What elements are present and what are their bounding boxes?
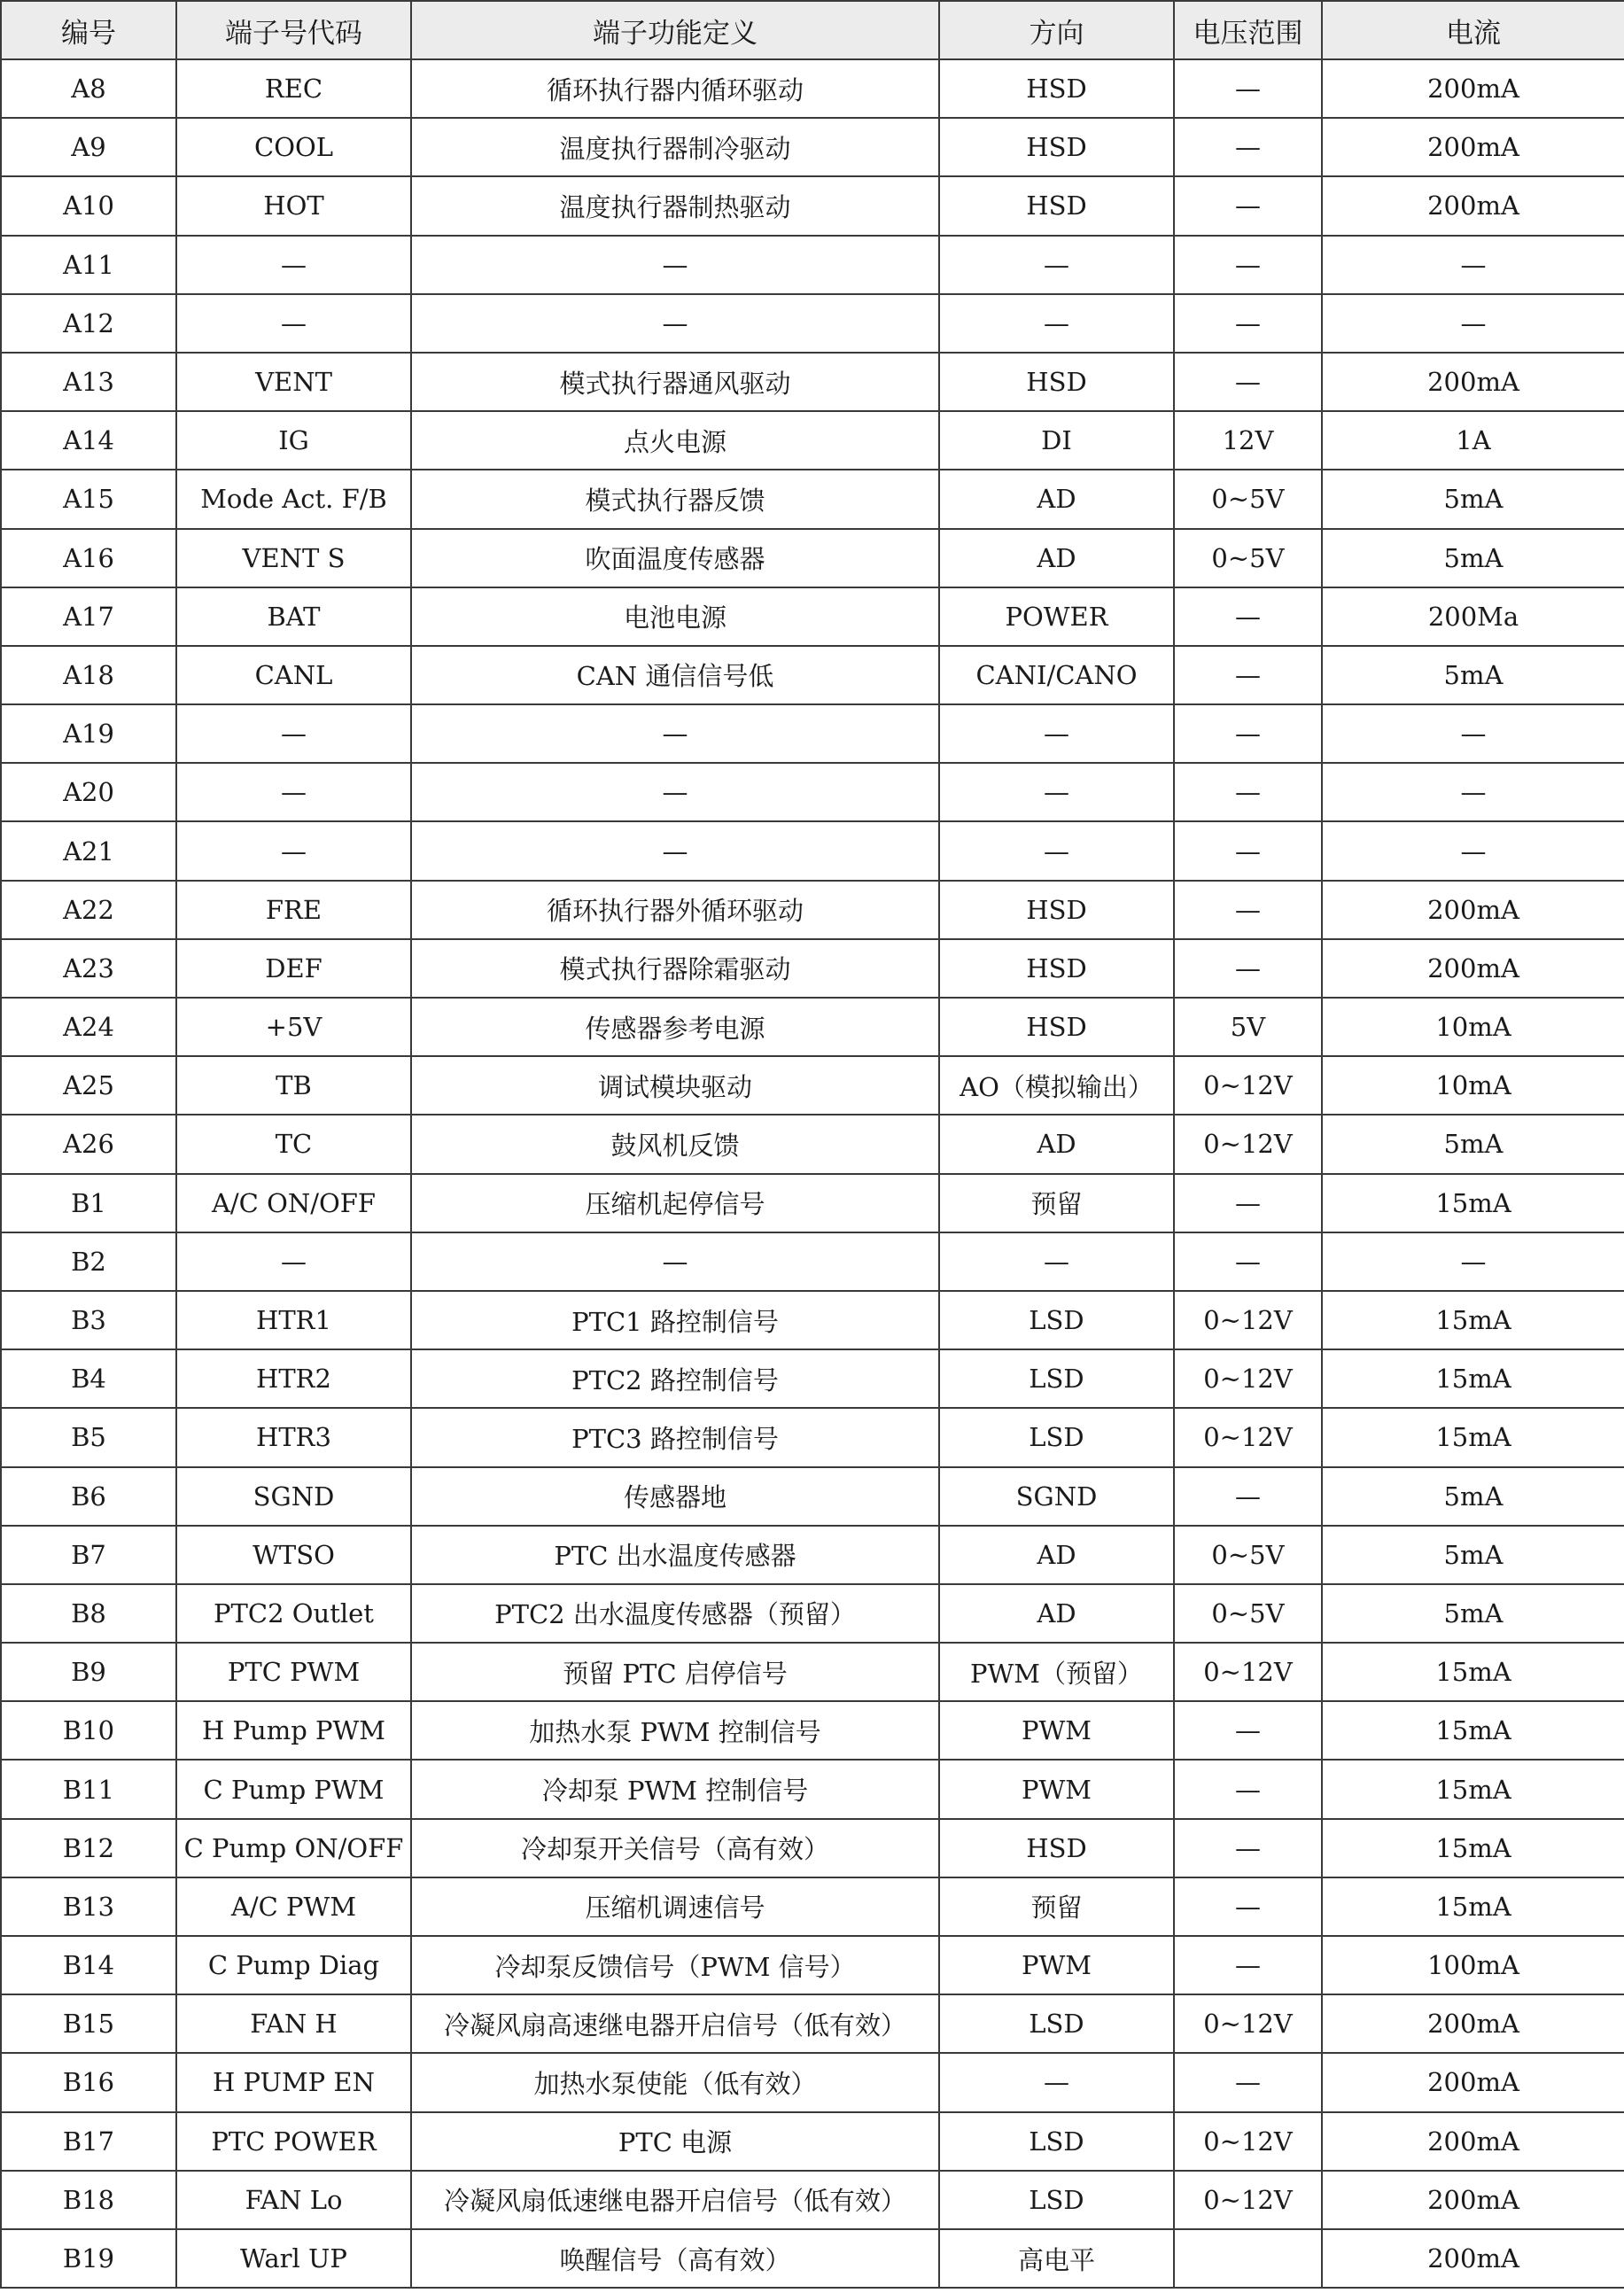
table-row [1,881,1624,939]
cell-direction: SGND [939,1467,1174,1526]
table-row [1,1877,1624,1936]
table-row [1,1584,1624,1643]
table-row [1,1643,1624,1701]
cell-function-definition: 循环执行器内循环驱动 [411,59,939,118]
cell-direction: AD [939,1115,1174,1173]
cell-function-definition: 加热水泵 PWM 控制信号 [411,1701,939,1760]
cell-current: — [1322,763,1624,821]
cell-voltage-range: 0~12V [1174,2112,1322,2171]
table-row [1,529,1624,587]
cell-current: 200mA [1322,59,1624,118]
cell-function-definition: — [411,294,939,353]
cell-terminal-code: REC [176,59,411,118]
table-row [1,821,1624,880]
cell-function-definition: 冷凝风扇高速继电器开启信号（低有效） [411,1994,939,2053]
cell-current: 1A [1322,411,1624,470]
cell-voltage-range: — [1174,1174,1322,1232]
cell-current: 15mA [1322,1760,1624,1818]
cell-number: B7 [1,1526,176,1584]
cell-number: B14 [1,1936,176,1994]
table-row [1,1232,1624,1291]
cell-number: A24 [1,998,176,1056]
cell-direction: HSD [939,998,1174,1056]
cell-terminal-code: FAN Lo [176,2171,411,2229]
cell-terminal-code: DEF [176,939,411,998]
cell-voltage-range: 0~5V [1174,470,1322,528]
cell-direction: HSD [939,881,1174,939]
cell-current: 10mA [1322,1056,1624,1115]
cell-terminal-code: — [176,294,411,353]
cell-function-definition: PTC1 路控制信号 [411,1291,939,1349]
cell-current: 15mA [1322,1349,1624,1408]
cell-direction: AD [939,1526,1174,1584]
cell-direction: PWM（预留） [939,1643,1174,1701]
cell-terminal-code: HOT [176,176,411,235]
cell-voltage-range [1174,2229,1322,2288]
table-row [1,294,1624,353]
header-function-definition: 端子功能定义 [411,1,939,59]
cell-voltage-range: 5V [1174,998,1322,1056]
table-row [1,1349,1624,1408]
cell-number: B5 [1,1408,176,1466]
cell-function-definition: — [411,1232,939,1291]
cell-current: 200mA [1322,176,1624,235]
header-current: 电流 [1322,1,1624,59]
cell-number: A25 [1,1056,176,1115]
table-row [1,763,1624,821]
cell-voltage-range: 0~12V [1174,1643,1322,1701]
cell-voltage-range: — [1174,587,1322,646]
cell-number: B19 [1,2229,176,2288]
table-row [1,1819,1624,1877]
cell-number: A13 [1,353,176,411]
cell-current: 15mA [1322,1291,1624,1349]
cell-current: 5mA [1322,470,1624,528]
table-row [1,353,1624,411]
cell-direction: HSD [939,59,1174,118]
header-number: 编号 [1,1,176,59]
cell-terminal-code: VENT S [176,529,411,587]
cell-terminal-code: TB [176,1056,411,1115]
cell-direction: POWER [939,587,1174,646]
cell-function-definition: 模式执行器除霜驱动 [411,939,939,998]
cell-terminal-code: PTC POWER [176,2112,411,2171]
cell-function-definition: 唤醒信号（高有效） [411,2229,939,2288]
cell-voltage-range: — [1174,118,1322,176]
cell-current: 15mA [1322,1701,1624,1760]
cell-voltage-range: — [1174,176,1322,235]
cell-voltage-range: 0~5V [1174,1584,1322,1643]
table-row [1,176,1624,235]
cell-direction: DI [939,411,1174,470]
cell-current: 200Ma [1322,587,1624,646]
cell-current: 15mA [1322,1408,1624,1466]
cell-function-definition: — [411,821,939,880]
cell-voltage-range: — [1174,1467,1322,1526]
cell-voltage-range: — [1174,646,1322,704]
cell-direction: — [939,763,1174,821]
cell-number: B1 [1,1174,176,1232]
cell-current: 5mA [1322,1584,1624,1643]
cell-direction: PWM [939,1936,1174,1994]
cell-number: B4 [1,1349,176,1408]
cell-number: A16 [1,529,176,587]
cell-current: 5mA [1322,1526,1624,1584]
cell-terminal-code: PTC2 Outlet [176,1584,411,1643]
cell-number: B17 [1,2112,176,2171]
cell-voltage-range: — [1174,1760,1322,1818]
cell-voltage-range: — [1174,939,1322,998]
table-row [1,2112,1624,2171]
cell-function-definition: — [411,704,939,763]
cell-number: B12 [1,1819,176,1877]
table-row [1,998,1624,1056]
cell-direction: LSD [939,1349,1174,1408]
header-terminal-code: 端子号代码 [176,1,411,59]
cell-direction: HSD [939,118,1174,176]
cell-terminal-code: Warl UP [176,2229,411,2288]
cell-function-definition: 点火电源 [411,411,939,470]
cell-direction: LSD [939,1408,1174,1466]
cell-terminal-code: — [176,1232,411,1291]
cell-direction: AD [939,529,1174,587]
cell-terminal-code: COOL [176,118,411,176]
cell-function-definition: PTC 出水温度传感器 [411,1526,939,1584]
cell-number: B15 [1,1994,176,2053]
cell-current: 200mA [1322,118,1624,176]
cell-function-definition: 压缩机起停信号 [411,1174,939,1232]
table-row [1,236,1624,294]
cell-current: 200mA [1322,939,1624,998]
cell-current: 15mA [1322,1877,1624,1936]
cell-terminal-code: +5V [176,998,411,1056]
cell-direction: PWM [939,1701,1174,1760]
cell-function-definition: 冷却泵 PWM 控制信号 [411,1760,939,1818]
cell-terminal-code: HTR1 [176,1291,411,1349]
cell-direction: — [939,294,1174,353]
cell-voltage-range: 12V [1174,411,1322,470]
table-row [1,118,1624,176]
cell-terminal-code: — [176,763,411,821]
cell-function-definition: PTC2 路控制信号 [411,1349,939,1408]
cell-current: 5mA [1322,529,1624,587]
cell-voltage-range: — [1174,881,1322,939]
cell-direction: — [939,2053,1174,2111]
cell-function-definition: 调试模块驱动 [411,1056,939,1115]
cell-terminal-code: TC [176,1115,411,1173]
cell-function-definition: CAN 通信信号低 [411,646,939,704]
cell-number: A12 [1,294,176,353]
cell-number: A15 [1,470,176,528]
cell-number: A23 [1,939,176,998]
cell-number: A18 [1,646,176,704]
cell-voltage-range: — [1174,1232,1322,1291]
cell-current: 15mA [1322,1819,1624,1877]
cell-number: A20 [1,763,176,821]
cell-current: 200mA [1322,2053,1624,2111]
cell-function-definition: 冷却泵反馈信号（PWM 信号） [411,1936,939,1994]
table-row [1,587,1624,646]
table-row [1,1994,1624,2053]
cell-number: A9 [1,118,176,176]
cell-current: 200mA [1322,2171,1624,2229]
cell-current: 15mA [1322,1174,1624,1232]
cell-terminal-code: Mode Act. F/B [176,470,411,528]
cell-terminal-code: IG [176,411,411,470]
table-row [1,939,1624,998]
cell-terminal-code: A/C PWM [176,1877,411,1936]
table-row [1,1056,1624,1115]
cell-current: — [1322,704,1624,763]
cell-current: 10mA [1322,998,1624,1056]
cell-number: B13 [1,1877,176,1936]
cell-voltage-range: 0~12V [1174,1408,1322,1466]
cell-terminal-code: — [176,236,411,294]
cell-voltage-range: — [1174,59,1322,118]
cell-number: A22 [1,881,176,939]
cell-function-definition: 循环执行器外循环驱动 [411,881,939,939]
cell-voltage-range: 0~12V [1174,1994,1322,2053]
cell-voltage-range: — [1174,1701,1322,1760]
cell-direction: AD [939,470,1174,528]
cell-number: A19 [1,704,176,763]
cell-current: 15mA [1322,1643,1624,1701]
cell-function-definition: 预留 PTC 启停信号 [411,1643,939,1701]
cell-direction: 高电平 [939,2229,1174,2288]
table-row [1,1174,1624,1232]
cell-number: B9 [1,1643,176,1701]
cell-direction: LSD [939,2112,1174,2171]
cell-terminal-code: — [176,821,411,880]
cell-function-definition: 温度执行器制热驱动 [411,176,939,235]
cell-number: B6 [1,1467,176,1526]
cell-direction: HSD [939,1819,1174,1877]
table-row [1,2229,1624,2288]
cell-function-definition: PTC 电源 [411,2112,939,2171]
cell-number: B2 [1,1232,176,1291]
cell-number: A8 [1,59,176,118]
cell-number: B11 [1,1760,176,1818]
cell-direction: HSD [939,353,1174,411]
cell-voltage-range: — [1174,236,1322,294]
cell-function-definition: 传感器地 [411,1467,939,1526]
cell-terminal-code: WTSO [176,1526,411,1584]
cell-current: — [1322,821,1624,880]
cell-function-definition: 传感器参考电源 [411,998,939,1056]
cell-current: 5mA [1322,1467,1624,1526]
table-row [1,1701,1624,1760]
cell-current: — [1322,236,1624,294]
cell-terminal-code: A/C ON/OFF [176,1174,411,1232]
table-row [1,1760,1624,1818]
cell-number: B18 [1,2171,176,2229]
cell-voltage-range: 0~12V [1174,1115,1322,1173]
cell-number: A14 [1,411,176,470]
cell-direction: AD [939,1584,1174,1643]
cell-terminal-code: VENT [176,353,411,411]
cell-current: 100mA [1322,1936,1624,1994]
cell-number: B3 [1,1291,176,1349]
cell-voltage-range: 0~5V [1174,1526,1322,1584]
table-row [1,59,1624,118]
table-row [1,704,1624,763]
cell-direction: HSD [939,176,1174,235]
table-row [1,1291,1624,1349]
cell-function-definition: 吹面温度传感器 [411,529,939,587]
cell-terminal-code: C Pump ON/OFF [176,1819,411,1877]
cell-function-definition: — [411,236,939,294]
table-row [1,1467,1624,1526]
table-row [1,2053,1624,2111]
cell-number: A21 [1,821,176,880]
cell-function-definition: 冷凝风扇低速继电器开启信号（低有效） [411,2171,939,2229]
cell-terminal-code: FAN H [176,1994,411,2053]
cell-direction: — [939,704,1174,763]
cell-current: 5mA [1322,646,1624,704]
table-row [1,470,1624,528]
cell-direction: LSD [939,2171,1174,2229]
cell-voltage-range: — [1174,294,1322,353]
cell-direction: 预留 [939,1174,1174,1232]
cell-number: B16 [1,2053,176,2111]
cell-terminal-code: SGND [176,1467,411,1526]
cell-voltage-range: 0~12V [1174,1349,1322,1408]
cell-terminal-code: — [176,704,411,763]
cell-current: 5mA [1322,1115,1624,1173]
cell-voltage-range: — [1174,1877,1322,1936]
cell-direction: HSD [939,939,1174,998]
cell-terminal-code: BAT [176,587,411,646]
cell-direction: PWM [939,1760,1174,1818]
cell-current: 200mA [1322,2229,1624,2288]
table-header [1,1,1624,59]
cell-direction: — [939,236,1174,294]
cell-current: — [1322,294,1624,353]
cell-current: — [1322,1232,1624,1291]
cell-direction: LSD [939,1994,1174,2053]
cell-function-definition: — [411,763,939,821]
table-row [1,1526,1624,1584]
cell-terminal-code: FRE [176,881,411,939]
cell-number: A10 [1,176,176,235]
table-row [1,646,1624,704]
cell-number: B8 [1,1584,176,1643]
cell-terminal-code: H PUMP EN [176,2053,411,2111]
cell-function-definition: 冷却泵开关信号（高有效） [411,1819,939,1877]
cell-direction: — [939,821,1174,880]
cell-function-definition: 鼓风机反馈 [411,1115,939,1173]
cell-current: 200mA [1322,353,1624,411]
cell-voltage-range: — [1174,821,1322,880]
cell-terminal-code: HTR2 [176,1349,411,1408]
cell-function-definition: 加热水泵使能（低有效） [411,2053,939,2111]
cell-function-definition: 压缩机调速信号 [411,1877,939,1936]
table-row [1,1936,1624,1994]
cell-direction: — [939,1232,1174,1291]
cell-voltage-range: 0~12V [1174,1291,1322,1349]
cell-voltage-range: 0~12V [1174,2171,1322,2229]
cell-function-definition: PTC3 路控制信号 [411,1408,939,1466]
cell-direction: AO（模拟输出） [939,1056,1174,1115]
cell-direction: LSD [939,1291,1174,1349]
cell-function-definition: 温度执行器制冷驱动 [411,118,939,176]
header-direction: 方向 [939,1,1174,59]
cell-voltage-range: — [1174,1819,1322,1877]
cell-voltage-range: — [1174,353,1322,411]
cell-direction: CANI/CANO [939,646,1174,704]
cell-voltage-range: — [1174,704,1322,763]
table-row [1,1408,1624,1466]
cell-terminal-code: CANL [176,646,411,704]
cell-function-definition: PTC2 出水温度传感器（预留） [411,1584,939,1643]
cell-voltage-range: — [1174,2053,1322,2111]
cell-terminal-code: H Pump PWM [176,1701,411,1760]
cell-voltage-range: 0~12V [1174,1056,1322,1115]
cell-function-definition: 电池电源 [411,587,939,646]
cell-voltage-range: — [1174,1936,1322,1994]
cell-direction: 预留 [939,1877,1174,1936]
table-row [1,1115,1624,1173]
cell-current: 200mA [1322,881,1624,939]
cell-terminal-code: C Pump Diag [176,1936,411,1994]
cell-voltage-range: 0~5V [1174,529,1322,587]
cell-function-definition: 模式执行器反馈 [411,470,939,528]
cell-terminal-code: PTC PWM [176,1643,411,1701]
table-body [1,59,1624,2288]
cell-number: B10 [1,1701,176,1760]
cell-number: A26 [1,1115,176,1173]
cell-current: 200mA [1322,2112,1624,2171]
cell-terminal-code: C Pump PWM [176,1760,411,1818]
cell-terminal-code: HTR3 [176,1408,411,1466]
cell-number: A11 [1,236,176,294]
cell-number: A17 [1,587,176,646]
table-row [1,2171,1624,2229]
header-voltage-range: 电压范围 [1174,1,1322,59]
cell-voltage-range: — [1174,763,1322,821]
cell-function-definition: 模式执行器通风驱动 [411,353,939,411]
header-row [1,1,1624,59]
cell-current: 200mA [1322,1994,1624,2053]
table-row [1,411,1624,470]
